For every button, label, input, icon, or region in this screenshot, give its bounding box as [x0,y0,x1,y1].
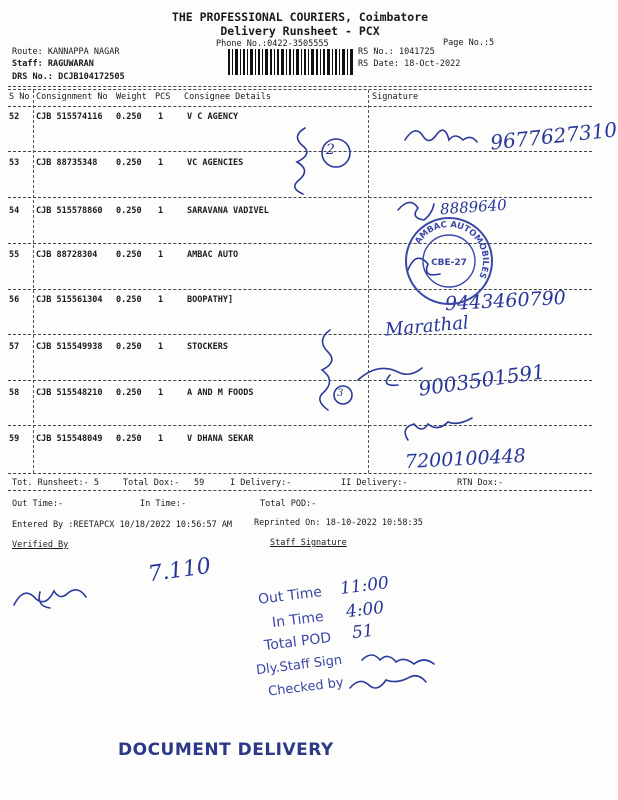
stamp-staff-sign: Dly.Staff Sign [255,652,343,679]
total-pod-label: Total POD:- [260,499,317,509]
document-delivery-stamp: DOCUMENT DELIVERY [118,740,334,760]
staff-line: Staff: RAGUWARAN [12,59,94,69]
handwritten-phone: 9677627310 [489,117,618,155]
handwritten-phone: 7200100448 [404,444,527,474]
table-row: 56 CJB 515561304 0.250 1 BOOPATHY] [9,295,234,305]
i-delivery: I Delivery:- [230,478,292,488]
table-row: 53 CJB 88735348 0.250 1 VC AGENCIES [9,158,244,168]
rs-no-line: RS No.: 1041725 [358,47,435,57]
stamp-out-time: Out Time [257,584,323,608]
entered-by: Entered By :REETAPCX 10/18/2022 10:56:57 AM [12,520,233,530]
table-row: 54 CJB 515578860 0.250 1 SARAVANA VADIVEL [9,206,269,216]
company-round-stamp [403,215,495,307]
col-consignment: Consignment No [36,92,108,102]
table-row: 52 CJB 515574116 0.250 1 V C AGENCY [9,112,239,122]
ii-delivery: II Delivery:- [341,478,408,488]
stamp-out-time-value: 11:00 [338,573,391,599]
col-pcs: PCS [155,92,171,102]
table-row: 57 CJB 515549938 0.250 1 STOCKERS [9,342,228,352]
handwritten-place: Marathal [384,312,470,341]
stamp-in-time-value: 4:00 [344,597,386,623]
stamp-checked-by: Checked by [267,675,345,700]
stamp-in-time: In Time [271,608,325,632]
route-line: Route: KANNAPPA NAGAR [12,47,120,57]
rs-date-line: RS Date: 18-Oct-2022 [358,59,461,69]
rtn-dox: RTN Dox:- [457,478,504,488]
table-row: 55 CJB 88728304 0.250 1 AMBAC AUTO [9,250,239,260]
drs-value: DCJB104172505 [58,72,125,82]
drs-line: DRS No.: DCJB104172505 [12,72,125,82]
staff-value: RAGUWARAN [47,59,94,69]
total-runsheet: Tot. Runsheet:- 5 [12,478,99,488]
col-sno: S No [9,92,30,102]
table-row: 59 CJB 515548049 0.250 1 V DHANA SEKAR [9,434,254,444]
handwritten-phone: 9003501591 [416,359,547,401]
handwritten-count: 7.110 [146,553,213,588]
in-time-label: In Time:- [140,499,187,509]
phone-number: Phone No.:0422-3505555 [216,39,329,49]
col-weight: Weight [116,92,147,102]
out-time-label: Out Time:- [12,499,64,509]
runsheet-title: Delivery Runsheet - PCX [220,24,380,38]
circled-number: 2 [326,142,335,158]
col-signature: Signature [372,92,419,102]
route-value: KANNAPPA NAGAR [47,47,120,57]
reprinted-on: Reprinted On: 18-10-2022 10:58:35 [254,518,423,528]
page-number: Page No.:5 [443,38,495,48]
verified-by: Verified By [12,540,69,550]
stamp-ring-text: AMBAC AUTOMOBILES [413,219,491,280]
handwritten-phone: 8889640 [439,195,508,219]
total-dox: Total Dox:- [123,478,180,488]
total-dox-value: 59 [194,478,205,488]
staff-signature-label: Staff Signature [270,538,347,548]
table-row: 58 CJB 515548210 0.250 1 A AND M FOODS [9,388,254,398]
handwritten-phone: 9443460790 [444,286,567,316]
stamp-total-pod-value: 51 [350,620,375,644]
col-consignee: Consignee Details [184,92,271,102]
stamp-total-pod: Total POD [263,629,333,655]
rs-no-value: 1041725 [398,47,435,57]
circled-number: 3 [337,388,344,399]
rs-date-value: 18-Oct-2022 [404,59,461,69]
stamp-code: CBE-27 [431,258,467,268]
company-name: THE PROFESSIONAL COURIERS, Coimbatore [171,10,429,24]
